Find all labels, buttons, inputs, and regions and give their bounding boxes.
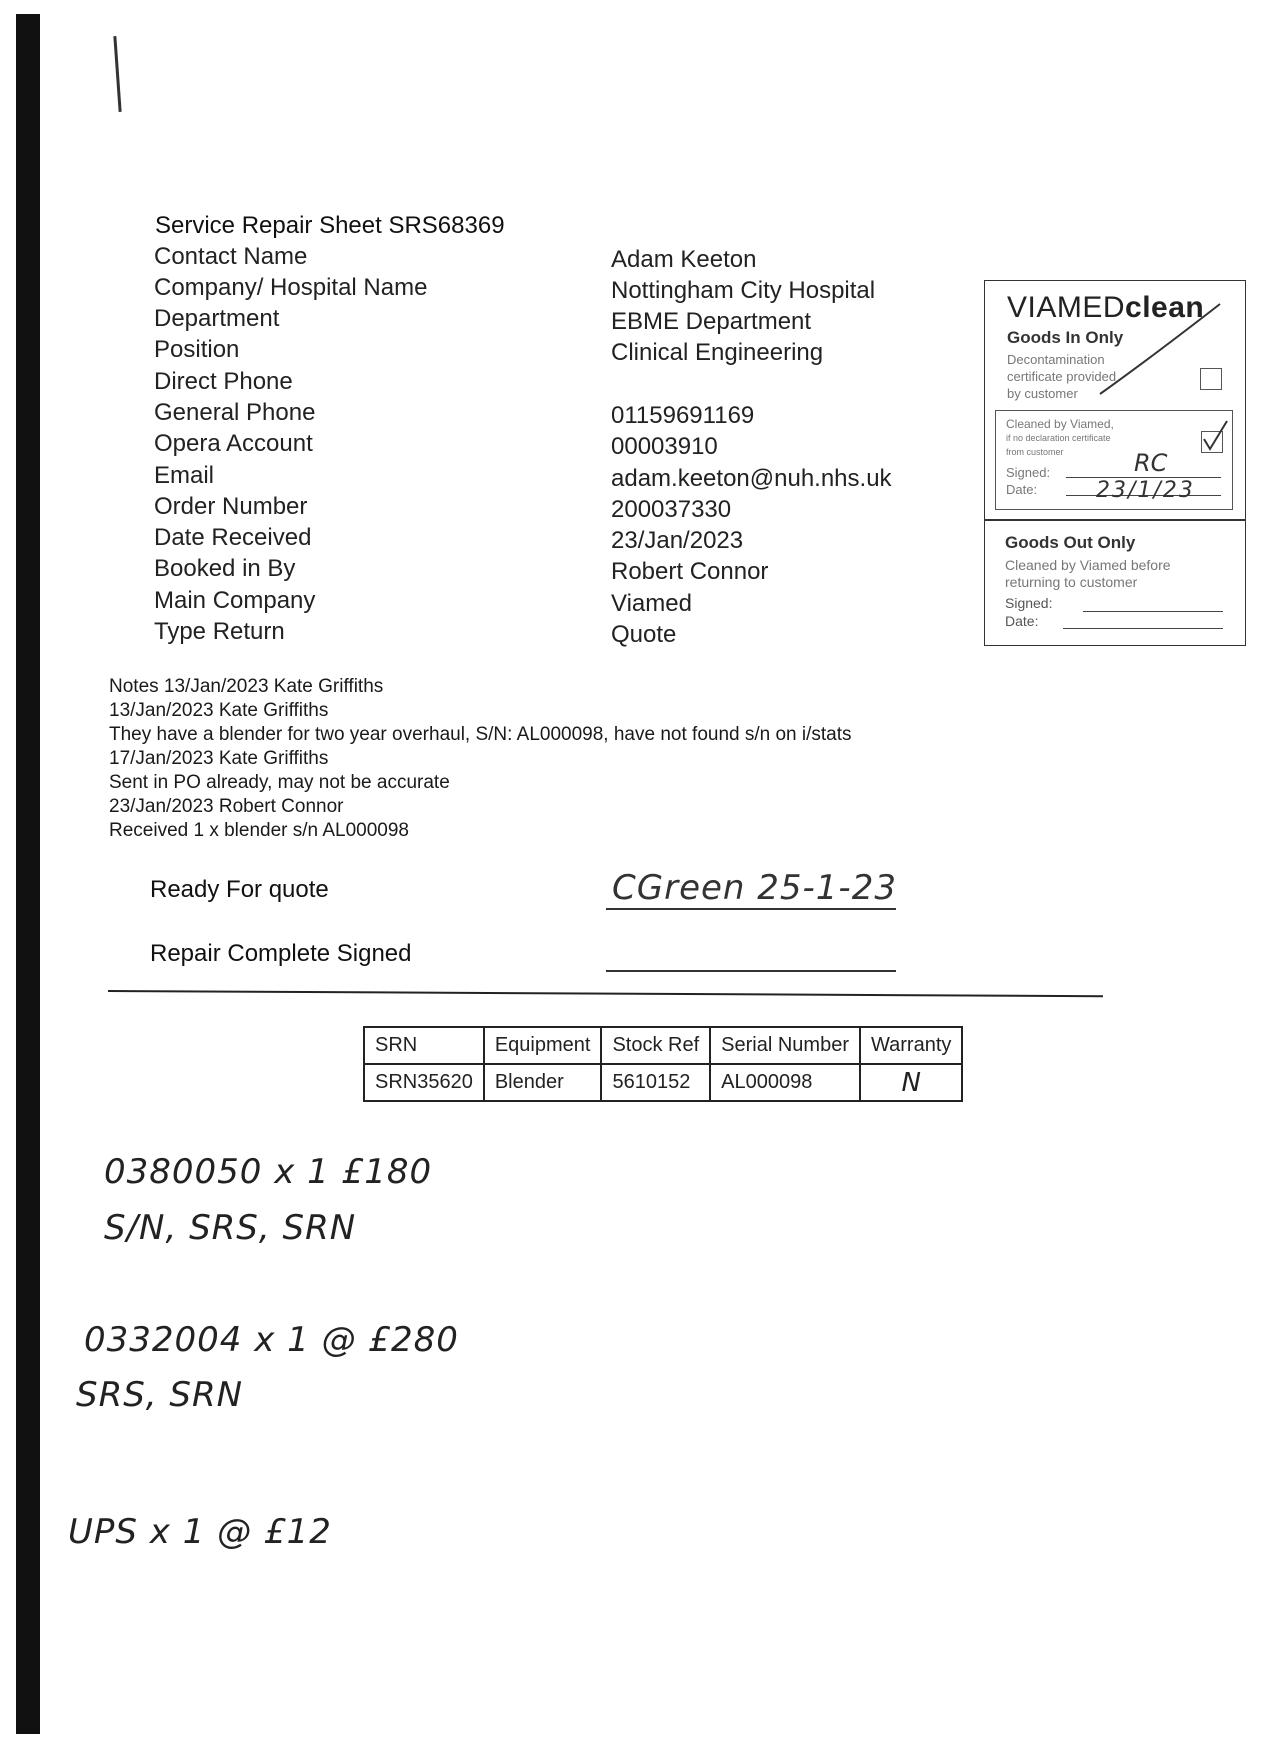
label-email: Email xyxy=(154,462,215,489)
handwritten-line: 0332004 x 1 @ £280 xyxy=(84,1320,459,1360)
goods-out-title: Goods Out Only xyxy=(1005,533,1136,552)
header-warranty: Warranty xyxy=(860,1027,962,1064)
ready-signature-line xyxy=(606,908,896,910)
notes-block xyxy=(109,675,852,843)
label-date-received: Date Received xyxy=(154,524,312,551)
cleaned-box xyxy=(995,410,1233,510)
repair-complete-line xyxy=(606,970,896,972)
label-company: Company/ Hospital Name xyxy=(154,274,428,301)
header-equipment: Equipment xyxy=(484,1027,602,1064)
value-order-number: 200037330 xyxy=(611,496,732,523)
value-department: EBME Department xyxy=(611,308,812,335)
scan-edge xyxy=(16,14,40,1734)
stamp-brand: VIAMEDclean xyxy=(1007,291,1205,324)
goods-out-signed-label: Signed: xyxy=(1005,595,1053,611)
handwritten-line: SRS, SRN xyxy=(76,1375,244,1415)
cleaned-initials: RC xyxy=(1134,449,1168,477)
value-opera-account: 00003910 xyxy=(611,433,718,460)
header-srn: SRN xyxy=(364,1027,484,1064)
goods-out-date-line xyxy=(1063,628,1223,629)
ready-for-quote-label: Ready For quote xyxy=(150,876,329,903)
label-department: Department xyxy=(154,305,280,332)
label-contact-name: Contact Name xyxy=(154,243,308,270)
table-header-row xyxy=(364,1027,962,1064)
label-type-return: Type Return xyxy=(154,618,285,645)
cell-serial-number: AL000098 xyxy=(710,1064,860,1101)
note-line: Notes 13/Jan/2023 Kate Griffiths xyxy=(109,676,384,697)
value-booked-in-by: Robert Connor xyxy=(611,558,769,585)
label-general-phone: General Phone xyxy=(154,399,316,426)
value-position: Clinical Engineering xyxy=(611,339,824,366)
note-line: They have a blender for two year overhaul, S/N: AL000098, have not found s/n on i/stats xyxy=(109,724,852,745)
value-type-return: Quote xyxy=(611,621,677,648)
label-order-number: Order Number xyxy=(154,493,308,520)
handwritten-line: S/N, SRS, SRN xyxy=(104,1208,357,1248)
header-stock-ref: Stock Ref xyxy=(601,1027,710,1064)
table-row xyxy=(364,1064,962,1101)
cell-equipment: Blender xyxy=(484,1064,602,1101)
header-serial-number: Serial Number xyxy=(710,1027,860,1064)
label-opera-account: Opera Account xyxy=(154,430,313,457)
cleaned-date: 23/1/23 xyxy=(1096,478,1195,503)
note-line: Received 1 x blender s/n AL000098 xyxy=(109,820,409,841)
goods-in-checkbox xyxy=(1200,368,1222,390)
section-divider xyxy=(108,990,1103,997)
goods-in-text: Decontamination certificate provided by customer xyxy=(1007,352,1117,401)
goods-in-title: Goods In Only xyxy=(1007,328,1124,347)
check-icon xyxy=(1200,419,1230,453)
value-date-received: 23/Jan/2023 xyxy=(611,527,744,554)
decontamination-stamp xyxy=(984,280,1246,646)
cell-stock-ref: 5610152 xyxy=(601,1064,710,1101)
note-line: 23/Jan/2023 Robert Connor xyxy=(109,796,344,817)
sheet-title: Service Repair Sheet SRS68369 xyxy=(155,212,505,239)
note-line: 17/Jan/2023 Kate Griffiths xyxy=(109,748,329,769)
pen-mark xyxy=(113,36,121,112)
value-general-phone: 01159691169 xyxy=(611,402,755,429)
cleaned-text: Cleaned by Viamed, if no declaration certificate from customer xyxy=(1006,417,1114,457)
cleaned-date-label: Date: xyxy=(1006,482,1038,497)
value-company: Nottingham City Hospital xyxy=(611,277,876,304)
cleaned-signed-label: Signed: xyxy=(1006,465,1051,480)
note-line: 13/Jan/2023 Kate Griffiths xyxy=(109,700,329,721)
value-main-company: Viamed xyxy=(611,590,692,617)
label-main-company: Main Company xyxy=(154,587,316,614)
cell-srn: SRN35620 xyxy=(364,1064,484,1101)
note-line: Sent in PO already, may not be accurate xyxy=(109,772,450,793)
goods-out-text: Cleaned by Viamed before returning to customer xyxy=(1005,557,1171,590)
value-contact-name: Adam Keeton xyxy=(611,246,757,273)
goods-out-date-label: Date: xyxy=(1005,613,1039,629)
ready-signature: CGreen 25-1-23 xyxy=(612,868,897,908)
handwritten-line: 0380050 x 1 £180 xyxy=(104,1152,433,1192)
label-booked-in-by: Booked in By xyxy=(154,555,296,582)
label-direct-phone: Direct Phone xyxy=(154,368,293,395)
stamp-divider xyxy=(985,519,1245,521)
goods-out-signed-line xyxy=(1083,611,1223,612)
repair-complete-label: Repair Complete Signed xyxy=(150,940,412,967)
equipment-table xyxy=(363,1026,963,1102)
cell-warranty: N xyxy=(860,1064,962,1101)
handwritten-line: UPS x 1 @ £12 xyxy=(68,1512,332,1552)
value-email: adam.keeton@nuh.nhs.uk xyxy=(611,465,892,492)
label-position: Position xyxy=(154,336,240,363)
